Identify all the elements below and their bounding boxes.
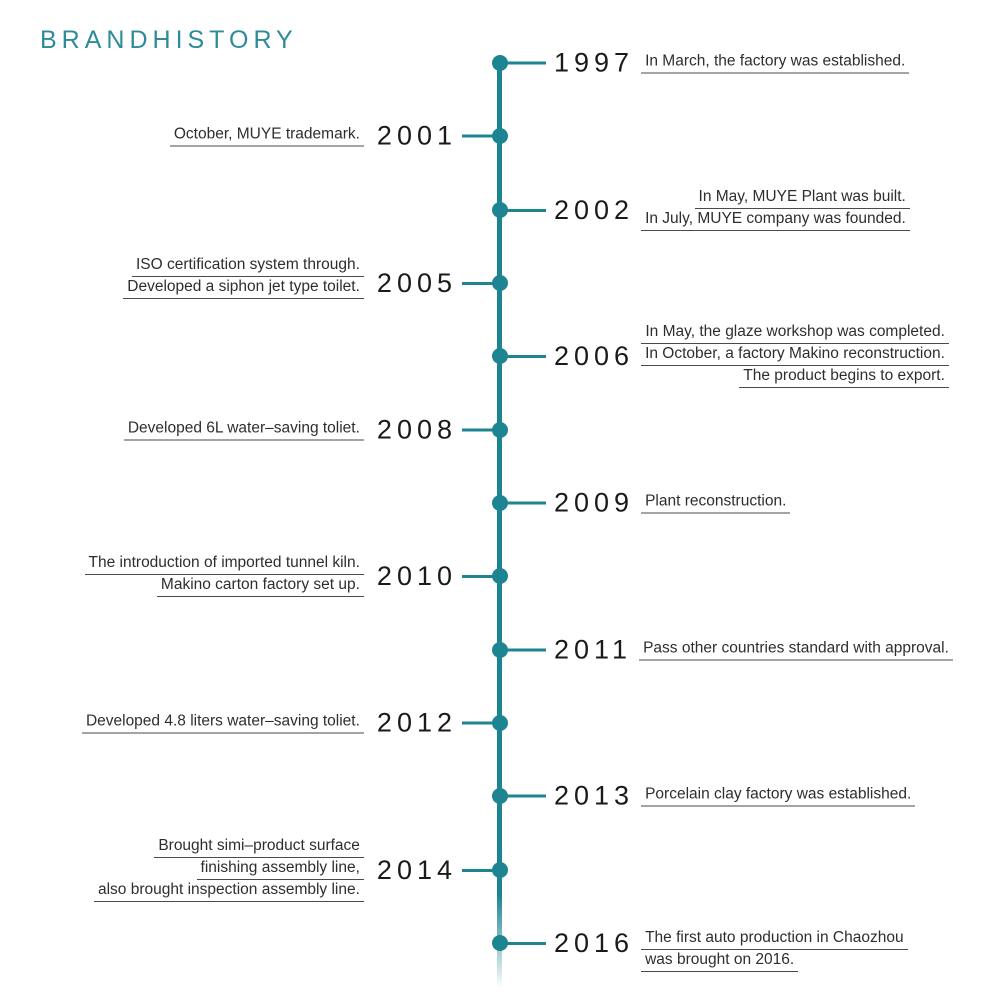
- event-description: [94, 837, 364, 903]
- event-description-line: The product begins to export.: [739, 368, 949, 388]
- timeline-dot: [492, 202, 508, 218]
- event-description-line: was brought on 2016.: [641, 952, 798, 972]
- event-description: [123, 256, 364, 300]
- event-description: [639, 639, 953, 661]
- event-description-line: Developed 6L water–saving toliet.: [124, 420, 364, 440]
- timeline-event-2013: [500, 780, 1000, 811]
- event-description-line: Developed 4.8 liters water–saving toliet.: [82, 713, 364, 733]
- event-description-line: In July, MUYE company was founded.: [641, 211, 910, 231]
- event-year: 2008: [376, 414, 457, 445]
- timeline-dot: [492, 568, 508, 584]
- event-description-line: also brought inspection assembly line.: [94, 882, 364, 902]
- timeline-dot: [492, 275, 508, 291]
- event-description-line: The introduction of imported tunnel kiln.: [85, 555, 364, 575]
- timeline-event-2002: [500, 188, 1000, 232]
- timeline-dot: [492, 935, 508, 951]
- timeline-event-1997: [500, 47, 1000, 78]
- timeline-event-2006: [500, 323, 1000, 389]
- event-year: 2009: [554, 487, 635, 518]
- event-description-line: In March, the factory was established.: [641, 53, 909, 73]
- timeline-event-2008: [0, 414, 500, 445]
- event-description: [85, 554, 364, 598]
- event-description-line: Pass other countries standard with approval.: [639, 640, 953, 660]
- timeline-event-2012: [0, 707, 500, 738]
- timeline-event-2005: [0, 256, 500, 305]
- event-year: 2012: [376, 707, 457, 738]
- event-description: [641, 323, 949, 389]
- event-description-line: Porcelain clay factory was established.: [641, 786, 915, 806]
- event-description: [170, 125, 364, 147]
- timeline-dot: [492, 495, 508, 511]
- event-year: 2001: [376, 120, 457, 151]
- event-description: [641, 785, 915, 807]
- event-year: 2010: [376, 560, 457, 591]
- event-description-line: ISO certification system through.: [132, 257, 364, 277]
- event-description-line: Developed a siphon jet type toilet.: [123, 279, 364, 299]
- timeline-dot: [492, 128, 508, 144]
- timeline-dot: [492, 422, 508, 438]
- event-year: 2016: [554, 927, 635, 958]
- event-year: 2005: [376, 267, 457, 298]
- timeline-event-2001: [0, 120, 500, 151]
- event-description-line: Brought simi–product surface: [154, 838, 364, 858]
- event-year: 1997: [554, 47, 635, 78]
- event-description-line: The first auto production in Chaozhou: [641, 930, 908, 950]
- event-year: 2006: [554, 340, 635, 371]
- event-description-line: Makino carton factory set up.: [157, 577, 364, 597]
- event-description: [641, 188, 910, 232]
- event-description: [641, 52, 909, 74]
- timeline-event-2009: [500, 487, 1000, 518]
- page-title: BRANDHISTORY: [40, 26, 298, 54]
- timeline-event-2014: [0, 837, 500, 903]
- event-description: [82, 712, 364, 734]
- event-description-line: In May, the glaze workshop was completed.: [641, 324, 949, 344]
- event-year: 2002: [554, 194, 635, 225]
- event-description: [641, 492, 790, 514]
- timeline-dot: [492, 348, 508, 364]
- timeline-dot: [492, 788, 508, 804]
- event-year: 2013: [554, 780, 635, 811]
- event-year: 2011: [554, 634, 633, 665]
- event-description-line: finishing assembly line,: [197, 860, 364, 880]
- timeline-dot: [492, 862, 508, 878]
- event-description-line: In October, a factory Makino reconstruction.: [641, 346, 949, 366]
- event-description: [124, 419, 364, 441]
- event-description-line: In May, MUYE Plant was built.: [695, 189, 910, 209]
- event-year: 2014: [376, 854, 457, 885]
- timeline-dot: [492, 642, 508, 658]
- timeline-event-2010: [0, 554, 500, 598]
- timeline-dot: [492, 55, 508, 71]
- event-description-line: Plant reconstruction.: [641, 493, 790, 513]
- event-description-line: October, MUYE trademark.: [170, 126, 364, 146]
- timeline-dot: [492, 715, 508, 731]
- timeline-event-2016: [500, 921, 1000, 968]
- event-description: [641, 929, 908, 973]
- timeline-event-2011: [500, 634, 1000, 665]
